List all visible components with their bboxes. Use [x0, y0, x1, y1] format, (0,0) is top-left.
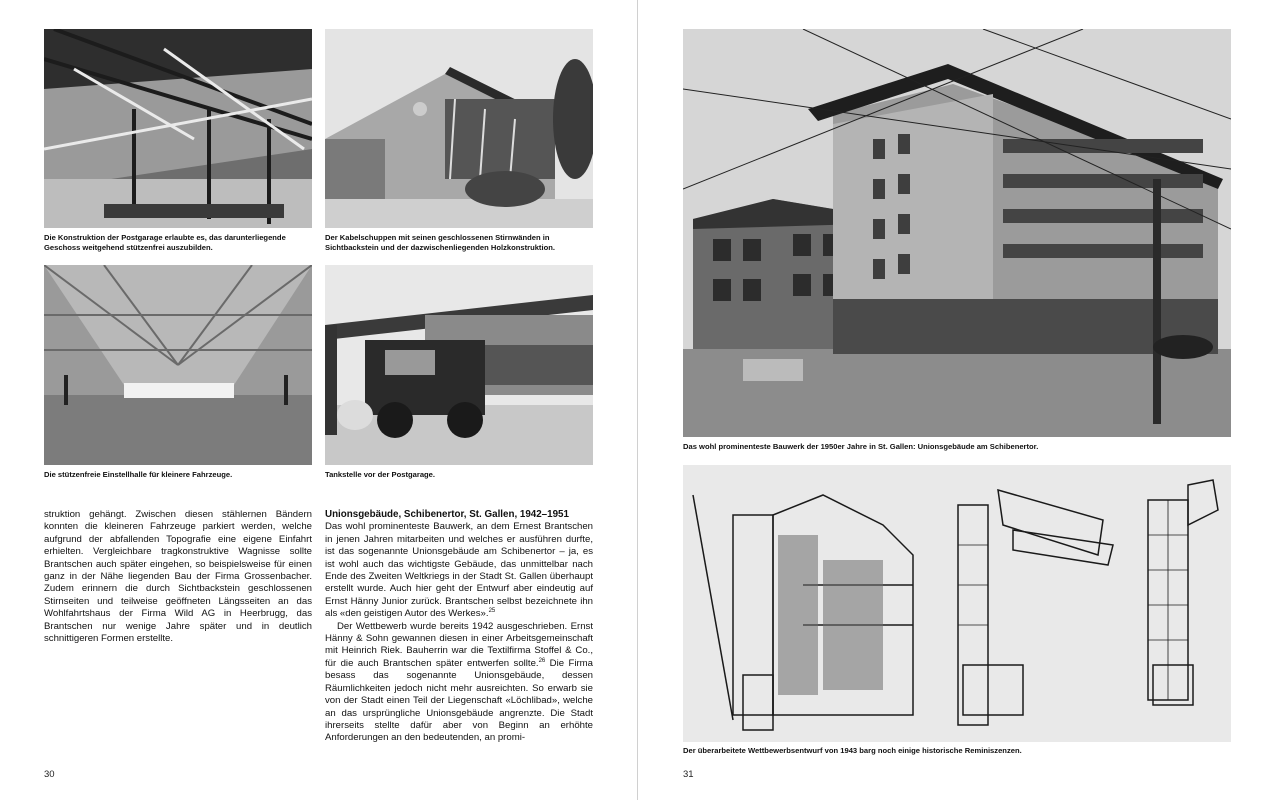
page-gutter [637, 0, 638, 800]
caption-top-left: Die Konstruktion der Postgarage erlaubte es, das darunterliegende Geschoss weitgehend stützenfrei auszubilden. [44, 233, 286, 252]
caption-bottom-right: Tankstelle vor der Postgarage. [325, 470, 436, 479]
body-paragraph: Der Wettbewerb wurde bereits 1942 ausgeschrieben. Ernst Hänny & Sohn gewannen diesen in einer Arbeitsgemeinschaft mit Heinrich Riek. Bauherrin war die Textilfirma Stoffel & Co., für die auch Brantschen später entwerfen sollte.$^{26}$ Die Firma besass das sogenannte Unionsgebäude, dessen Räumlichkeiten jedoch nicht mehr ausreichten. So erwarb sie von der Stadt einen Teil der Liegenschaft «Löchlibad», welche an das ursprüngliche Unionsgebäude angrenzte. Die Stadt ihrerseits stellte dafür aber von Beginn an erhöhte Anforderungen an den bedeutenden, an promi- [325, 620, 593, 744]
body-paragraph: struktion gehängt. Zwischen diesen stählernen Bändern konnten die kleineren Fahrzeuge parkiert werden, welche aufgrund der abfallenden Topografie eine eigene Einfahrt erhielten. Vergleichbare tragkonstruktive Wagnisse sollte Brantschen auch später eingehen, so beispielsweise für einen ganz in der Nähe liegenden Bau der Firma Grossenbacher. Zudem erinnern die durch Sichtbackstein geschlossenen Stirnseiten und teilweise geöffneten Längsseiten an das Wohlfahrtshaus der Firma Wild AG in Heerbrugg, das Brantschen nur wenige Jahre später und in deutlich schnittigeren Formen erstellte. [44, 509, 312, 645]
photo-unionsgebaeude [683, 29, 1231, 437]
caption-bottom-left: Die stützenfreie Einstellhalle für kleinere Fahrzeuge. [44, 470, 233, 479]
caption-plan: Der überarbeitete Wettbewerbsentwurf von 1943 barg noch einige historische Reminiszenzen. [683, 746, 1022, 755]
page-number-left: 30 [44, 769, 55, 780]
photo-einstellhalle [44, 265, 312, 465]
caption-top-right: Der Kabelschuppen mit seinen geschlossenen Stirnwänden in Sichtbackstein und der dazwischenliegenden Holzkonstruktion. [325, 233, 555, 252]
photo-postgarage-construction [44, 29, 312, 228]
body-paragraph: Das wohl prominenteste Bauwerk, an dem Ernest Brantschen in jenen Jahren mitarbeiten und welches er ausführen durfte, ist das sogenannte Unionsgebäude am Schibenertor – ja, es ist wohl auch das wichtigste Gebäude, das unmittelbar nach Ende des Zweiten Weltkriegs in der Stadt St. Gallen überhaupt erstellt wurde. Auch hier geht der Entwurf aber eindeutig auf Ernst Hänny Junior zurück. Brantschen selbst bezeichnete ihn als «den geistigen Autor des Werkes».$^{25}$ [325, 521, 593, 620]
body-column-2 [325, 509, 593, 745]
section-heading: Unionsgebäude, Schibenertor, St. Gallen, 1942–1951 [325, 509, 569, 520]
footnote-ref[interactable]: 25 [488, 608, 496, 615]
body-column-1 [44, 509, 312, 645]
caption-unionsgebaeude: Das wohl prominenteste Bauwerk der 1950er Jahre in St. Gallen: Unionsgebäude am Schibenertor. [683, 442, 1039, 451]
plan-drawings [683, 465, 1231, 742]
photo-kabelschuppen [325, 29, 593, 228]
photo-tankstelle [325, 265, 593, 465]
footnote-ref[interactable]: 26 [538, 657, 546, 664]
page-number-right: 31 [683, 769, 694, 780]
